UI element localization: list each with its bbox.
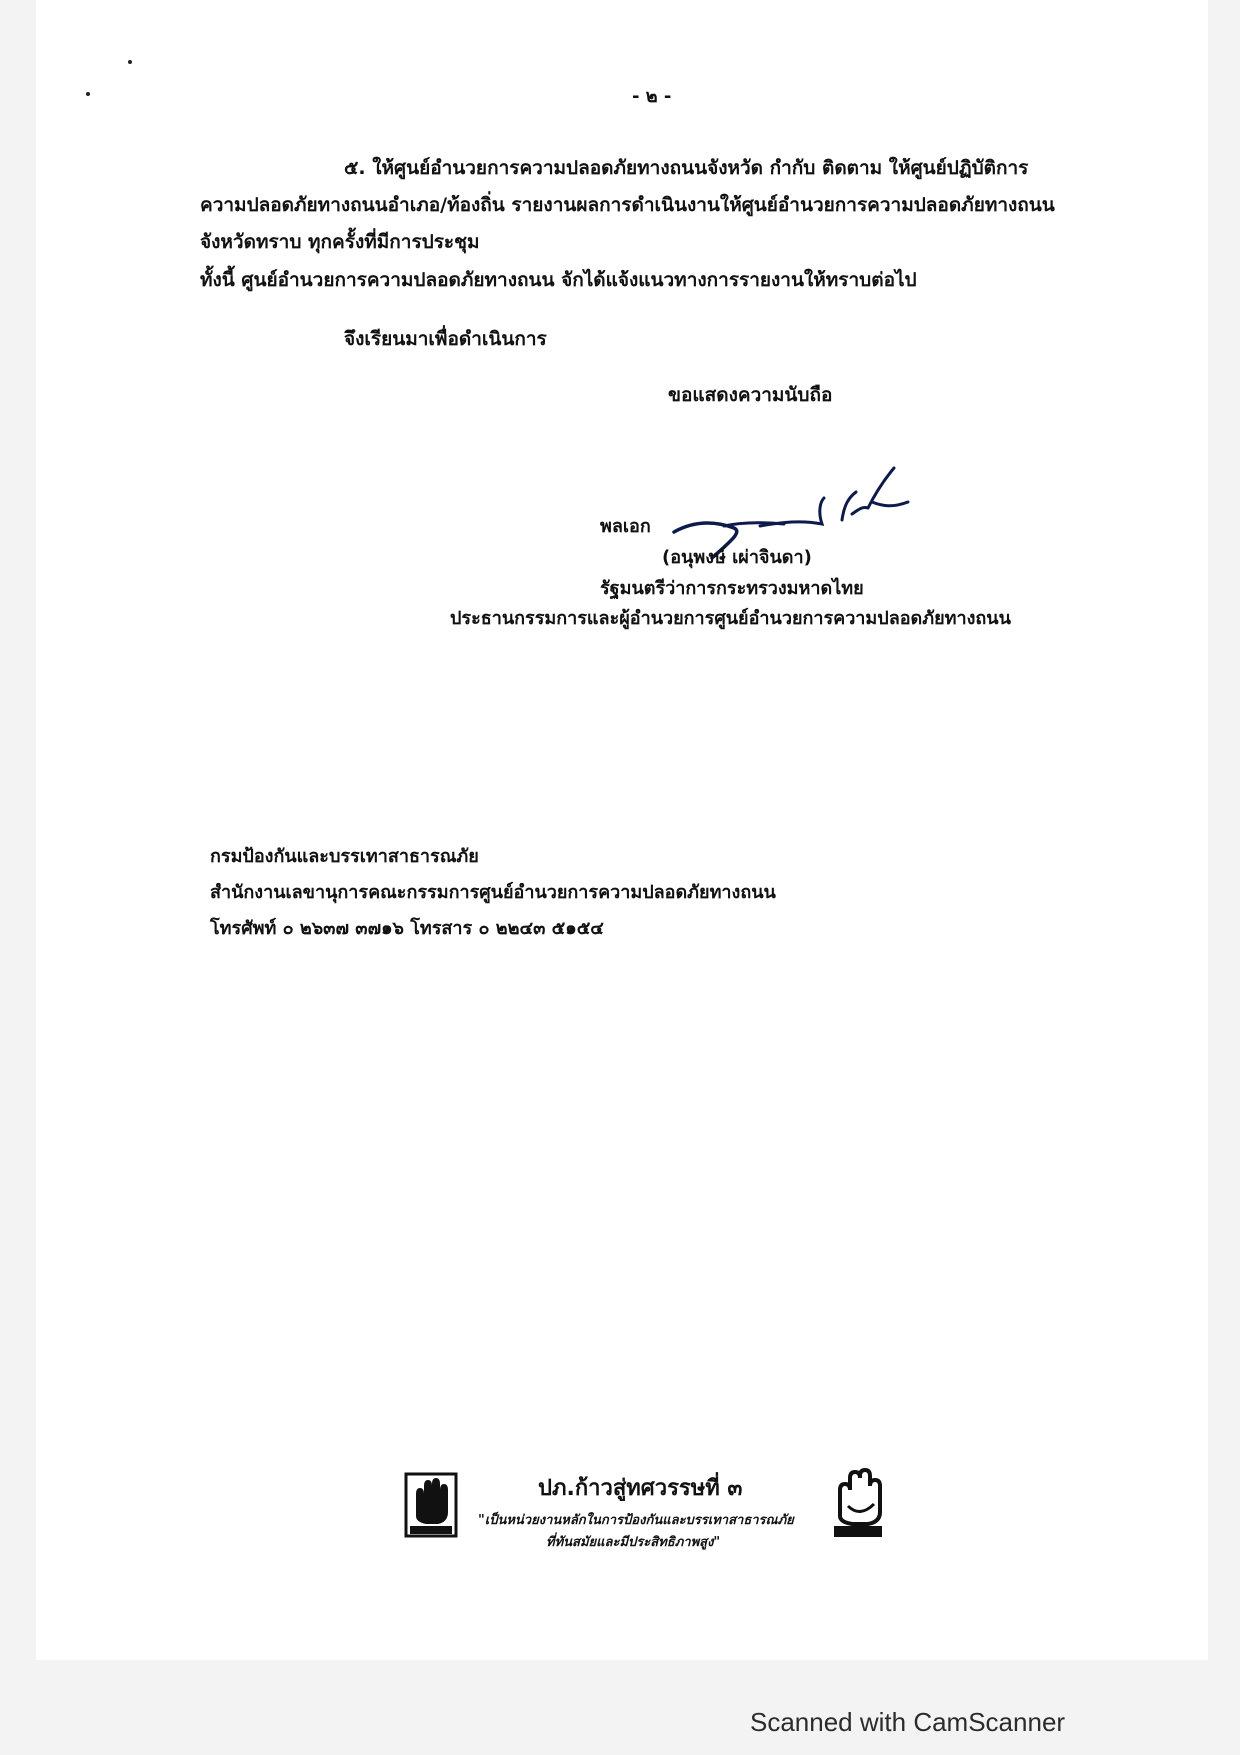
signer-title: ประธานกรรมการและผู้อำนวยการศูนย์อำนวยการความปลอดภัยทางถนน: [450, 608, 1011, 629]
footer-department: กรมป้องกันและบรรเทาสาธารณภัย: [210, 846, 479, 867]
ddpm-emblem-icon: [830, 1466, 886, 1538]
slogan-line: ที่ทันสมัยและมีประสิทธิภาพสูง": [546, 1535, 721, 1550]
footer-office: สำนักงานเลขานุการคณะกรรมการศูนย์อำนวยการความปลอดภัยทางถนน: [210, 882, 776, 903]
ddpm-hand-logo-icon: [404, 1472, 458, 1538]
closing-line: จึงเรียนมาเพื่อดำเนินการ: [344, 328, 547, 350]
page-number: - ๒ -: [632, 86, 672, 107]
slogan-title: ปภ.ก้าวสู่ทศวรรษที่ ๓: [538, 1476, 743, 1501]
body-paragraph-note: ทั้งนี้ ศูนย์อำนวยการความปลอดภัยทางถนน จักได้แจ้งแนวทางการรายงานให้ทราบต่อไป: [200, 269, 917, 291]
body-paragraph-line: จังหวัดทราบ ทุกครั้งที่มีการประชุม: [200, 231, 480, 253]
signer-rank: พลเอก: [600, 516, 651, 537]
signer-name: (อนุพงษ์ เผ่าจินดา): [662, 547, 812, 568]
signer-title: รัฐมนตรีว่าการกระทรวงมหาดไทย: [600, 578, 864, 599]
body-paragraph-line: ความปลอดภัยทางถนนอำเภอ/ท้องถิ่น รายงานผลการดำเนินงานให้ศูนย์อำนวยการความปลอดภัยทางถนน: [200, 194, 1055, 216]
scanner-watermark: Scanned with CamScanner: [750, 1707, 1066, 1737]
footer-phone: โทรศัพท์ ๐ ๒๖๓๗ ๓๗๑๖ โทรสาร ๐ ๒๒๔๓ ๕๑๕๔: [210, 918, 604, 939]
scan-speck: [128, 60, 132, 64]
slogan-line: "เป็นหน่วยงานหลักในการป้องกันและบรรเทาสาธารณภัย: [478, 1513, 794, 1528]
salutation: ขอแสดงความนับถือ: [668, 384, 833, 406]
scan-speck: [86, 92, 90, 96]
body-paragraph-item-5: ๕. ให้ศูนย์อำนวยการความปลอดภัยทางถนนจังหวัด กำกับ ติดตาม ให้ศูนย์ปฏิบัติการ: [344, 157, 1029, 179]
